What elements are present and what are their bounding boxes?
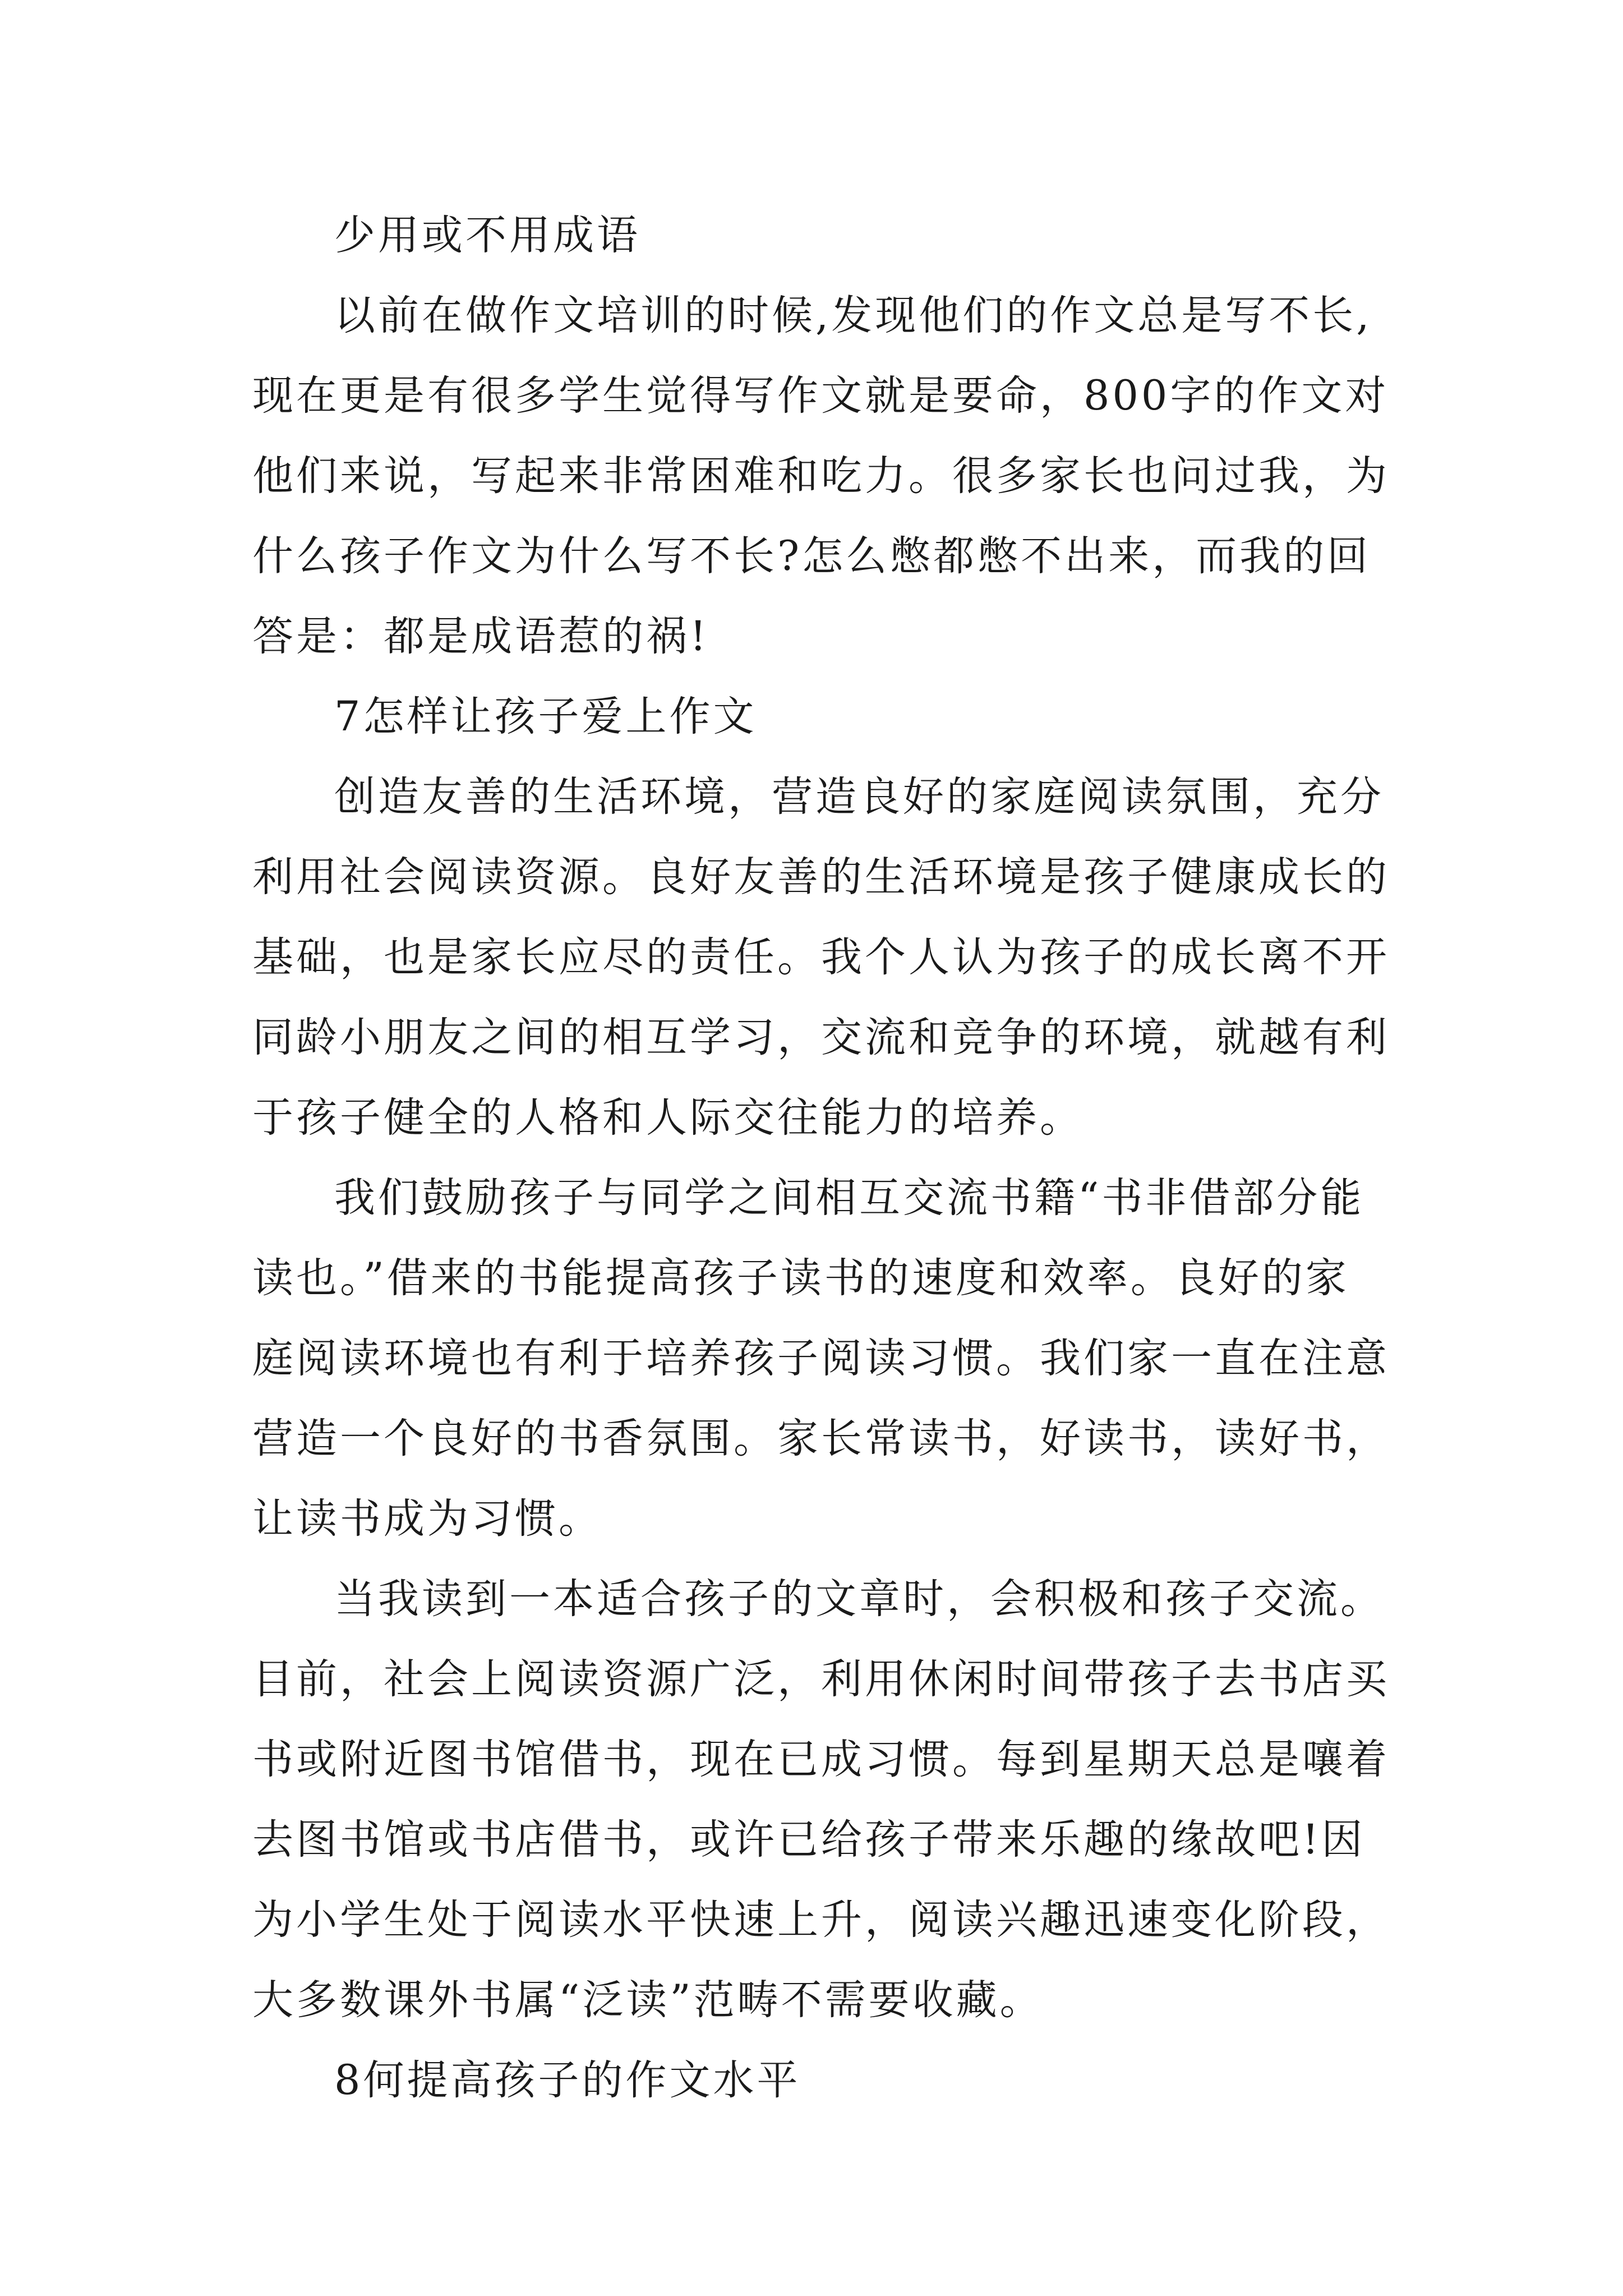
section-heading-idioms: 少用或不用成语 xyxy=(334,211,640,259)
paragraph-line: 现在更是有很多学生觉得写作文就是要命，800字的作文对 xyxy=(252,372,1389,420)
paragraph-line: 同龄小朋友之间的相互学习，交流和竞争的环境，就越有利 xyxy=(252,1014,1390,1061)
paragraph-line: 他们来说，写起来非常困难和吃力。很多家长也问过我，为 xyxy=(252,452,1390,500)
paragraph-line: 庭阅读环境也有利于培养孩子阅读习惯。我们家一直在注意 xyxy=(252,1335,1390,1382)
paragraph-line: 大多数课外书属“泛读”范畴不需要收藏。 xyxy=(252,1976,1044,2024)
paragraph-line: 于孩子健全的人格和人际交往能力的培养。 xyxy=(252,1094,1083,1142)
section-heading-8: 8何提高孩子的作文水平 xyxy=(334,2056,801,2104)
paragraph-line: 以前在做作文培训的时候,发现他们的作文总是写不长, xyxy=(334,292,1372,339)
paragraph-line: 书或附近图书馆借书，现在已成习惯。每到星期天总是嚷着 xyxy=(252,1736,1390,1783)
section-heading-7: 7怎样让孩子爱上作文 xyxy=(334,693,757,740)
paragraph-line: 营造一个良好的书香氛围。家长常读书，好读书，读好书， xyxy=(252,1415,1390,1462)
paragraph-line: 去图书馆或书店借书，或许已给孩子带来乐趣的缘故吧!因 xyxy=(252,1816,1366,1864)
paragraph-line: 当我读到一本适合孩子的文章时，会积极和孩子交流。 xyxy=(334,1575,1384,1623)
paragraph-line: 利用社会阅读资源。良好友善的生活环境是孩子健康成长的 xyxy=(252,853,1390,901)
paragraph-line: 目前，社会上阅读资源广泛，利用休闲时间带孩子去书店买 xyxy=(252,1655,1390,1703)
paragraph-line: 答是：都是成语惹的祸! xyxy=(252,613,709,660)
paragraph-line: 创造友善的生活环境，营造良好的家庭阅读氛围，充分 xyxy=(334,773,1384,821)
paragraph-line: 我们鼓励孩子与同学之间相互交流书籍“书非借部分能 xyxy=(334,1174,1364,1222)
paragraph-line: 基础，也是家长应尽的责任。我个人认为孩子的成长离不开 xyxy=(252,933,1390,981)
paragraph-line: 为小学生处于阅读水平快速上升，阅读兴趣迅速变化阶段， xyxy=(252,1896,1390,1944)
paragraph-line: 什么孩子作文为什么写不长?怎么憋都憋不出来，而我的回 xyxy=(252,532,1371,580)
paragraph-line: 让读书成为习惯。 xyxy=(252,1495,602,1543)
paragraph-line: 读也。”借来的书能提高孩子读书的速度和效率。良好的家 xyxy=(252,1254,1349,1302)
